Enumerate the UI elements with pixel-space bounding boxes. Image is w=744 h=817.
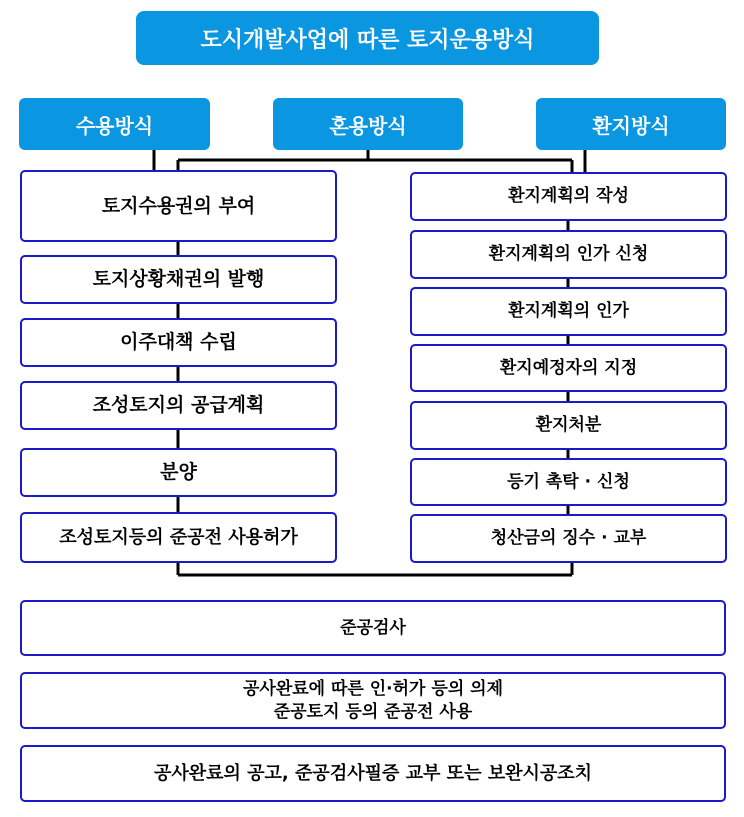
expropriation-step-1: 토지수용권의 부여 [20, 170, 337, 242]
category-replotting: 환지방식 [536, 98, 726, 150]
replotting-step-1: 환지계획의 작성 [410, 172, 727, 221]
replotting-step-5: 환지처분 [410, 401, 727, 450]
category-mixed: 혼용방식 [273, 98, 463, 150]
expropriation-step-3: 이주대책 수립 [20, 318, 337, 367]
replotting-step-4: 환지예정자의 지정 [410, 344, 727, 392]
expropriation-step-2: 토지상황채권의 발행 [20, 255, 337, 304]
completion-line-2: 준공토지 등의 준공전 사용 [273, 701, 473, 722]
replotting-step-2: 환지계획의 인가 신청 [410, 230, 727, 279]
expropriation-step-4: 조성토지의 공급계획 [20, 381, 337, 430]
expropriation-step-5: 분양 [20, 448, 337, 497]
expropriation-step-6: 조성토지등의 준공전 사용허가 [20, 512, 337, 563]
replotting-step-3: 환지계획의 인가 [410, 287, 727, 336]
inspection-step: 준공검사 [20, 600, 726, 656]
completion-step [20, 672, 726, 729]
category-expropriation: 수용방식 [19, 98, 210, 150]
replotting-step-7: 청산금의 징수 · 교부 [410, 514, 727, 563]
replotting-step-6: 등기 촉탁 · 신청 [410, 458, 727, 506]
diagram-title: 도시개발사업에 따른 토지운용방식 [136, 11, 599, 65]
completion-line-1: 공사완료에 따른 인·허가 등의 의제 [242, 679, 504, 700]
notice-step: 공사완료의 공고, 준공검사필증 교부 또는 보완시공조치 [20, 745, 726, 802]
